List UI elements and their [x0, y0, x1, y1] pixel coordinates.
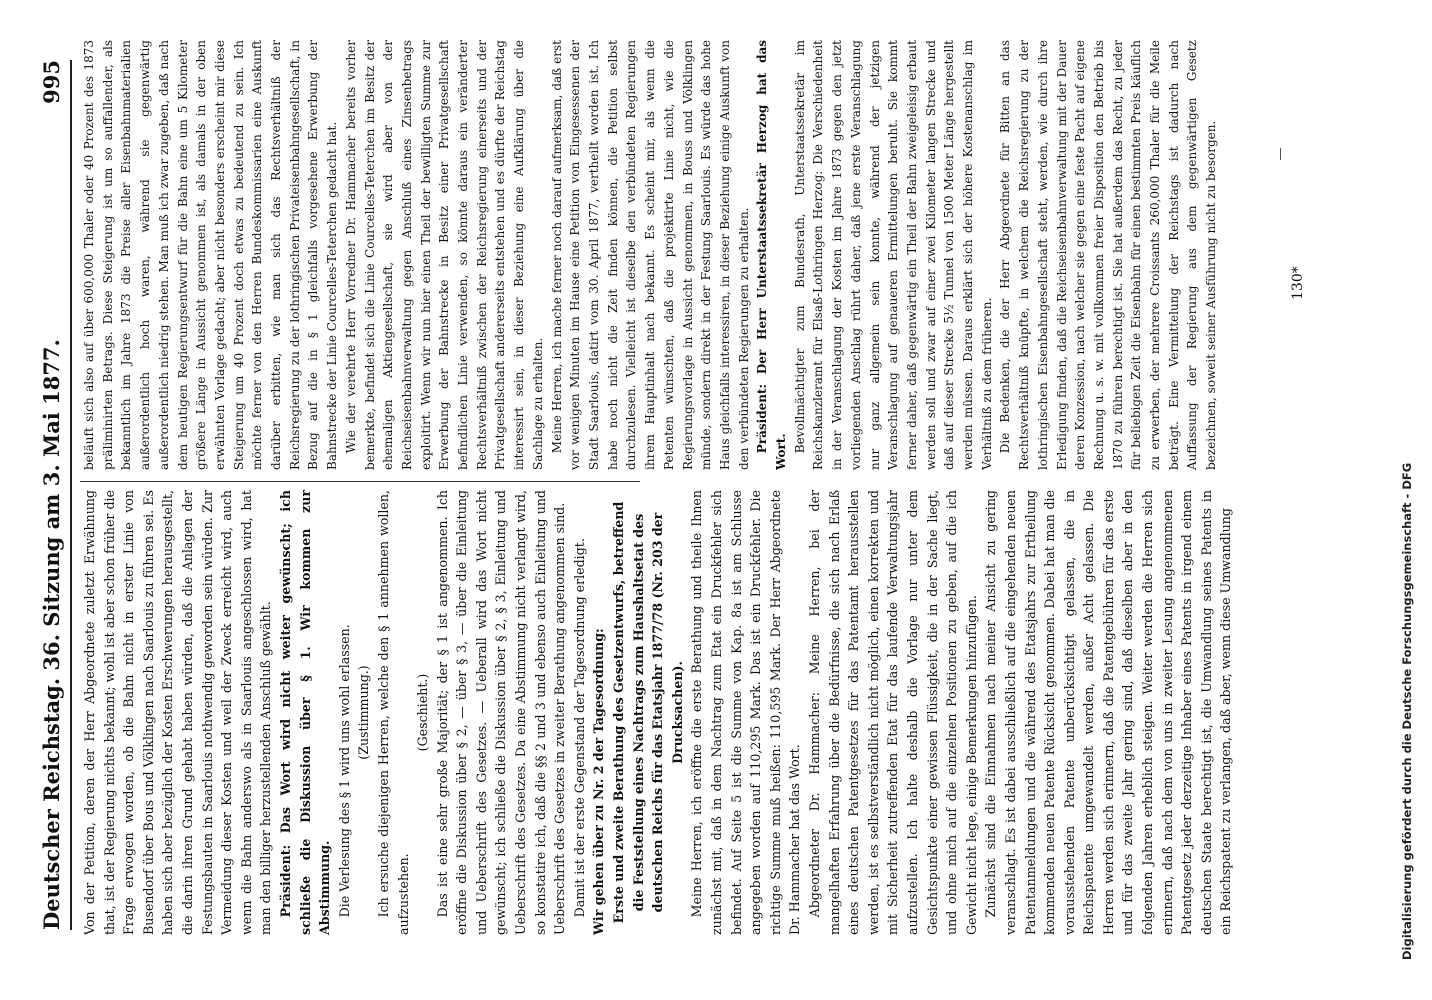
paragraph: Abgeordneter Dr. Hammacher: Meine Herren, bei der mangelhaften Erfahrung über die Bedürfnisse, die sich nach Erlaß eines deutschen Patentgesetzes für das Patentamt herausstellen werden, ist es selbstverständlich nicht möglich, einen korrekten und mit Sicherheit zutreffenden Etat für das laufende Verwaltungsjahr aufzustellen. Ich halte deshalb die Vorlage nur unter dem Gesichtspunkte einer gewissen Flüssigkeit, die in der Sache liegt, und ohne mich auf die einzelnen Positionen zu geben, auf die ich Gewicht nicht lege, einige Bemerkungen hinzufügen. [806, 490, 979, 935]
paragraph: Meine Herren, ich mache ferner noch darauf aufmerksam, daß erst vor wenigen Minuten im Hause eine Petition von Eingesessenen der Stadt Saarlouis, datirt vom 30. April 1877, vertheilt worden ist. Ich habe noch nicht die Zeit finden können, die Petition selbst durchzulesen. Vielleicht ist dieselbe den verbündeten Regierungen ihrem Hauptinhalt nach bekannt. Es scheint mir, als wenn die Petenten wünschten, daß die projektirte Linie nicht, wie die Regierungsvorlage in Aussicht genommen, in Bouss und Völklingen münde, sondern direkt in der Festung Saarlouis. Es würde das hohe Haus gleichfalls interessiren, in dieser Beziehung einige Auskunft von den verbündeten Regierungen zu erhalten. [549, 40, 751, 470]
scan-mark [1280, 148, 1281, 160]
paragraph: Das ist eine sehr große Majorität; der § 1 ist angenommen. Ich eröffne die Diskussion über § 2, — über § 3, — über die Einleitung und Ueberschrift des Gesetzes. — Ueberall wird das Wort nicht gewünscht; ich schließe die Diskussion über § 2, § 3, Einleitung und Ueberschrift des Gesetzes. Da eine Abstimmung nicht verlangt wird, so konstatire ich, daß die §§ 2 und 3 und ebenso auch Einleitung und Ueberschrift des Gesetzes in zweiter Berathung angenommen sind. [434, 490, 568, 935]
paragraph: (Geschieht.) [415, 673, 431, 752]
text-column-left [80, 490, 1236, 935]
paragraph: Meine Herren, ich eröffne die erste Berathung und theile Ihnen zunächst mit, daß in dem Nachtrag zum Etat ein Druckfehler sich befindet. Auf Seite 5 ist die Summe von Kap. 8a ist am Schlusse angegeben worden auf 110,295 Mark. Das ist ein Druckfehler. Die richtige Summe muß heißen: 110,595 Mark. Der Herr Abgeordnete Dr. Hammacher hat das Wort. [689, 490, 803, 935]
paragraph: Damit ist der erste Gegenstand der Tagesordnung erledigt. [571, 538, 587, 918]
paragraph: Erste und zweite Berathung des Gesetzentwurfs, betreffend die Feststellung eines Nachtrags zum Haushaltsetat des deutschen Reichs für das Etatsjahr 1877/78 (Nr. 203 der Drucksachen). [611, 501, 685, 924]
column-divider [80, 481, 640, 482]
digitization-credit: Digitalisierung gefördert durch die Deutsche Forschungsgemeinschaft - DFG [1400, 462, 1414, 960]
paragraph: Bevollmächtigter zum Bundesrath, Unterstaatssekretär im Reichskanzleramt für Elsaß-Lothringen Herzog: Die Verschiedenheit in der Veranschlagung der Kosten im Jahre 1873 gegen den jetzt vorliegenden Anschlag rührt daher, daß jene erste Veranschlagung nur ganz allgemein sein konnte, während der jetzigen Veranschlagung auf genaueren Ermittelungen beruht. Sie kommt ferner daher, daß gegenwärtig ein Theil der Bahn zweigeleisig erbaut werden soll und zwar auf einer zwei Kilometer langen Strecke und daß auf dieser Strecke 5½ Tunnel von 1500 Meter Länge hergestellt werden müssen. Daraus erklärt sich der höhere Kostenanschlag im Verhältniß zu dem früheren. [792, 40, 994, 470]
paragraph: Wie der verehrte Herr Vorredner Dr. Hammacher bereits vorher bemerkte, befindet sich die Linie Courcelles-Teterchen im Besitz der ehemaligen Aktiengesellschaft, sie wird aber von der Reichseisenbahnverwaltung gegen Anschluß eines Zinsenbetrags exploitirt. Wenn wir nun hier einen Theil der bewilligten Summe zur Erwerbung der Bahnstrecke in Besitz einer Privatgesellschaft befindlichen Linie verwenden, so könnte daraus ein veränderter Rechtsverhältniß zwischen der Reichsregierung einerseits und der Privatgesellschaft andererseits entstehen und es dürfte der Reichstag interessirt sein, in dieser Beziehung eine Aufklärung über die Sachlage zu erhalten. [343, 40, 545, 470]
paragraph: Die Verlesung des § 1 wird uns wohl erlassen. [336, 624, 352, 918]
paragraph: Zunächst sind die Einnahmen nach meiner Ansicht zu gering veranschlagt. Es ist dabei ausschließlich auf die eingehenden neuen Patentanmeldungen und die während des Etatsjahrs zur Ertheilung kommenden neuen Patente Rücksicht genommen. Dabei hat man die vorausstehenden Patente unberücksichtigt gelassen, die in Reichspatente umgewandelt werden, außer Acht gelassen. Die Herren werden sich erinnern, daß die Patentgebühren für das erste und für das zweite Jahr gering sind, daß dieselben aber in den folgenden Jahren erheblich steigen. Weiter werden die Herren sich erinnern, daß nach dem von uns in zweiter Lesung angenommenen Patentgesetz jeder derzeitige Inhaber eines Patents in irgend einem deutschen Staate berechtigt ist, die Umwandlung seines Patents in ein Reichspatent zu verlangen, daß aber, wenn diese Umwandlung [983, 490, 1234, 935]
page-header [28, 60, 64, 930]
running-head: Deutscher Reichstag. 36. Sitzung am 3. Mai 1877. [39, 339, 64, 930]
paragraph: Von der Petition, deren der Herr Abgeordnete zuletzt Erwähnung that, ist der Regierung nichts bekannt; wohl ist aber schon früher die Frage erwogen worden, ob die Bahn nicht in erster Linie von Busendorf über Bous und Völklingen nach Saarlouis zu führen sei. Es haben sich aber bezüglich der Kosten Erschwerungen herausgestellt, die darin ihren Grund gehabt haben würden, daß die Anlagen der Festungsbauten in Saarlouis nothwendig geworden sein würden. Zur Vermeidung dieser Kosten und weil der Zweck erreicht wird, auch wenn die Bahn anderswo als in Saarlouis angeschlossen wird, hat man den billiger herzustellenden Anschluß gewählt. [82, 490, 274, 935]
paragraph: Präsident: Das Wort wird nicht weiter gewünscht; ich schließe die Diskussion über § 1. Wir kommen zur Abstimmung. [277, 490, 333, 935]
paragraph: Präsident: Der Herr Unterstaatssekretär Herzog hat das Wort. [755, 40, 789, 470]
header-rule [70, 60, 72, 930]
paragraph: beläuft sich also auf über 600,000 Thaler oder 40 Prozent des 1873 präliminirten Betrags. Diese Steigerung ist um so auffallender, als bekanntlich im Jahre 1873 die Preise aller Eisenbahnmaterialien außerordentlich hoch waren, während sie gegenwärtig außerordentlich niedrig stehen. Man muß ich zwar zugeben, daß nach dem heutigen Regierungsentwurf für die Bahn eine um 5 Kilometer größere Länge in Aussicht genommen ist, als damals in der oben erwähnten Vorlage gedacht; aber nicht besonders erscheint mir diese Steigerung um 40 Prozent doch etwas zu bedeutend zu sein. Ich möchte ferner von den Herren Bundeskommissarien eine Auskunft darüber erbitten, wie man sich das Rechtsverhältniß der Reichsregierung zu der lothringischen Privateisenbahngesellschaft, in Bezug auf die in § 1 gleichfalls vorgesehene Erwerbung der Bahnstrecke der Linie Courcelles-Teterchen gedacht hat. [82, 40, 340, 470]
signature-mark: 130* [1290, 266, 1306, 300]
paragraph: Wir gehen über zu Nr. 2 der Tagesordnung: [591, 628, 607, 935]
paragraph: Die Bedenken, die der Herr Abgeordnete für Bitten an das Rechtsverhältniß knüpfte, in welchem die Reichsregierung zu der lothringischen Eisenbahngesellschaft steht, werden, wie durch ihre Erledigung finden, daß die Reichseisenbahnverwaltung mit der Dauer deren Konzession, nach welcher sie gegen eine feste Pacht auf eigene Rechnung u. s. w. mit vollkommen freier Disposition den Betrieb bis 1870 zu führen berechtigt ist. Sie hat außerdem das Recht, zu jeder für beliebigen Zeit die Eisenbahn für einen bestimmten Preis käuflich zu erwerben, der mehrere Croissants 260,000 Thaler für die Meile beträgt. Eine Vermittelung der Reichstags ist dadurch nach Auffassung der Regierung aus dem gegenwärtigen Gesetz bezeichnen, soweit seiner Ausführung nicht zu besorgen. [998, 40, 1219, 470]
paragraph: Ich ersuche diejenigen Herren, welche den § 1 annehmen wollen, aufzustehen. [375, 490, 411, 935]
text-column-right [80, 40, 1221, 470]
paragraph: (Zustimmung.) [356, 665, 372, 760]
page-number: 995 [39, 60, 64, 104]
